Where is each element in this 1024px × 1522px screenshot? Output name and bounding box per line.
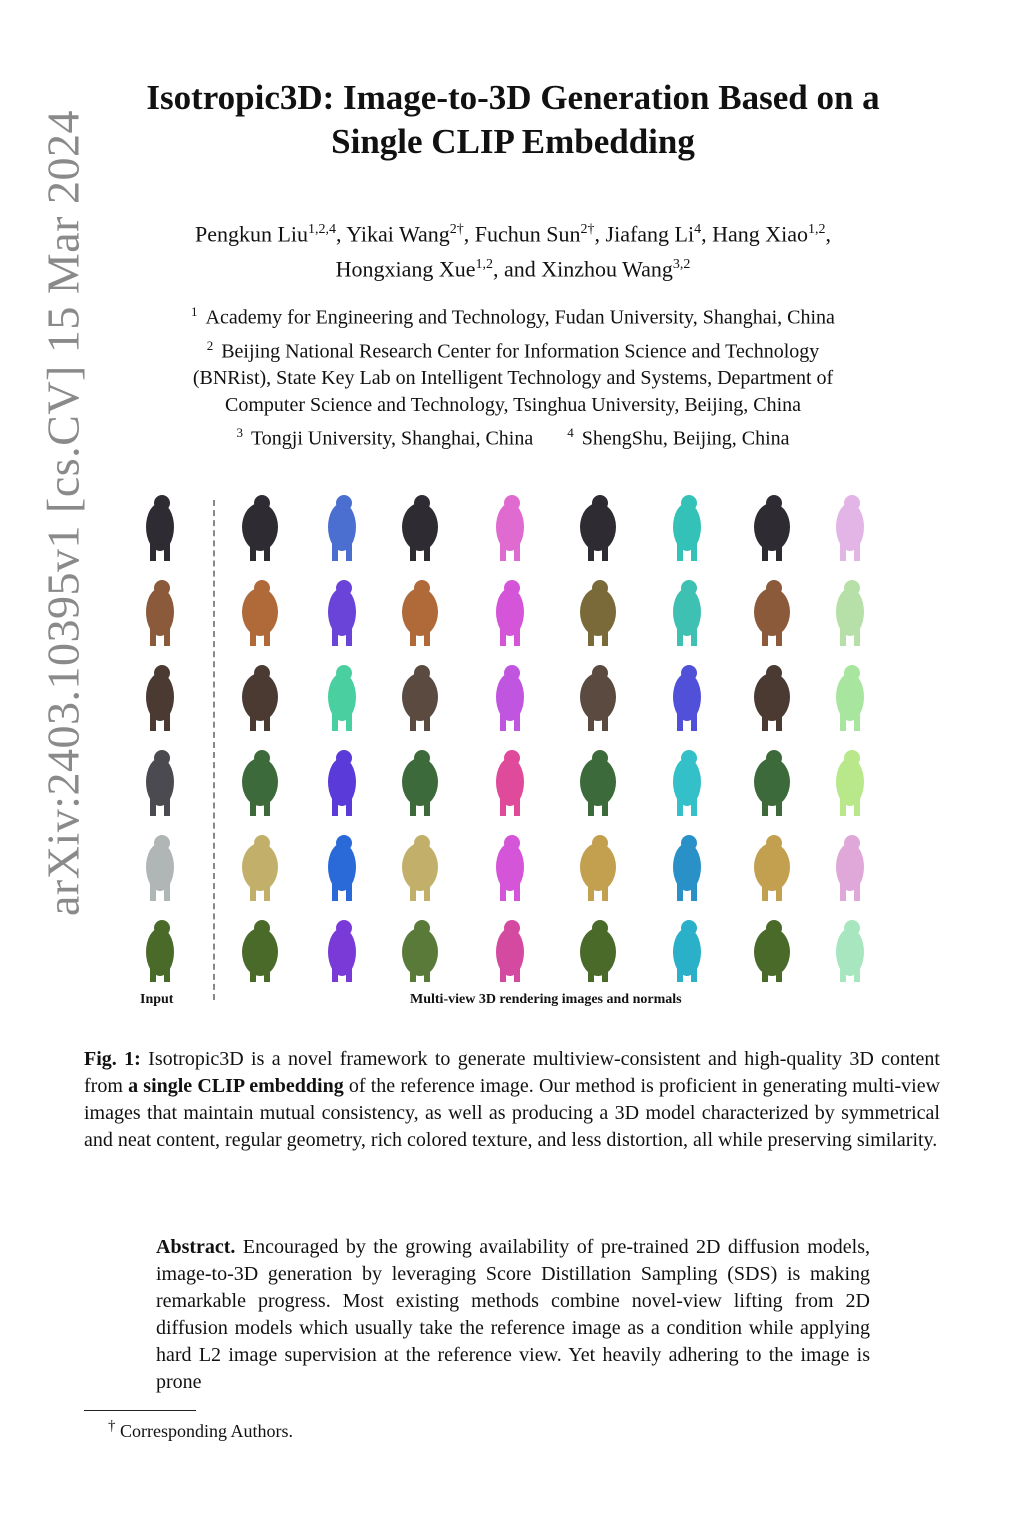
abstract-label: Abstract.: [156, 1236, 236, 1258]
render-view-dragon: [836, 835, 864, 901]
render-view-dragon: [242, 835, 278, 901]
render-view-wolf: [328, 495, 356, 561]
render-view-armored-knight: [242, 665, 278, 731]
render-view-armored-knight: [836, 665, 864, 731]
render-view-wolf: [242, 495, 278, 561]
author-affiliation-mark: 2†: [580, 222, 595, 237]
author-name: Hang Xiao: [712, 221, 809, 247]
render-view-dragon: [496, 835, 524, 901]
affiliation-1: $^1$ Academy for Engineering and Technology, Fudan University, Shanghai, China: [191, 304, 835, 329]
render-view-dragon: [328, 835, 356, 901]
render-view-wolf: [754, 495, 790, 561]
abstract-text: Encouraged by the growing availability of pre-trained 2D diffusion models, image-to-3D generation by leveraging Score Distillation Sampling (SDS) is making remarkable progress. Most existing methods combine novel-view lifting from 2D diffusion models which usually take the reference image as a condition while applying hard L2 image supervision at the reference view. Yet heavily adhering to the image is prone: [156, 1236, 870, 1393]
render-view-ogre: [402, 920, 438, 982]
render-view-wolf: [580, 495, 616, 561]
author-name: Fuchun Sun: [474, 221, 581, 247]
author-name: Xinzhou Wang: [541, 256, 673, 282]
render-view-ogre: [836, 920, 864, 982]
author-affiliation-mark: 1,2: [475, 257, 493, 273]
render-view-wolf: [402, 495, 438, 561]
render-view-lizard-warrior: [402, 580, 438, 646]
footnote-mark: †: [108, 1418, 116, 1434]
caption-bold: a single CLIP embedding: [128, 1075, 344, 1097]
render-view-wolf: [673, 495, 701, 561]
author-affiliation-mark: 3,2: [672, 257, 691, 273]
input-image-wolf: [146, 495, 174, 561]
input-image-ghoul-beast: [146, 750, 174, 816]
author-name: Hongxiang Xue: [335, 256, 476, 282]
affiliation-2-cont: (BNRist), State Key Lab on Intelligent Technology and Systems, Department of: [192, 367, 834, 390]
render-view-armored-knight: [673, 665, 701, 731]
render-view-ghoul-beast: [242, 750, 278, 816]
render-view-armored-knight: [580, 665, 616, 731]
authors-line-1: Pengkun Liu$^{1,2,4}$, Yikai Wang$^{2\dagger}$, Fuchun Sun$^{2\dagger}$, Jiafang Li$^4$, Hang Xiao$^{1,2}$,: [194, 221, 832, 247]
author-name: Yikai Wang: [346, 221, 450, 247]
paper-title: [92, 76, 934, 164]
author-list: [92, 214, 934, 285]
render-view-armored-knight: [402, 665, 438, 731]
author-affiliation-mark: 1,2,4: [308, 222, 337, 237]
footnote-rule: [84, 1410, 196, 1411]
footnote: [108, 1418, 293, 1442]
render-view-lizard-warrior: [496, 580, 524, 646]
caption-label: Fig. 1:: [84, 1048, 141, 1070]
input-image-ogre: [146, 920, 174, 982]
render-view-lizard-warrior: [836, 580, 864, 646]
caption-text: Isotropic3D is a novel framework to generate multiview-consistent and high-quality 3D content from: [84, 1048, 940, 1097]
render-view-ogre: [328, 920, 356, 982]
render-view-ghoul-beast: [496, 750, 524, 816]
render-view-lizard-warrior: [673, 580, 701, 646]
figure-caption: [84, 1046, 940, 1154]
arxiv-id: arXiv:2403.10395v1 [cs.CV] 15 Mar 2024: [37, 109, 89, 917]
render-view-dragon: [580, 835, 616, 901]
author-affiliation-mark: 1,2: [808, 222, 826, 237]
render-view-dragon: [754, 835, 790, 901]
author-name: Jiafang Li: [605, 221, 695, 247]
render-view-ghoul-beast: [673, 750, 701, 816]
affiliation-2-cont: Computer Science and Technology, Tsinghua University, Beijing, China: [225, 394, 801, 417]
multiview-label: Multi-view 3D rendering images and normals: [410, 992, 682, 1007]
figure-grid: [110, 492, 910, 982]
arxiv-stamp: [34, 78, 92, 948]
author-affiliation-mark: 4: [694, 222, 702, 237]
render-view-ogre: [496, 920, 524, 982]
render-view-ogre: [754, 920, 790, 982]
render-view-lizard-warrior: [580, 580, 616, 646]
render-view-ghoul-beast: [754, 750, 790, 816]
render-view-armored-knight: [328, 665, 356, 731]
render-view-dragon: [402, 835, 438, 901]
affiliations: [92, 298, 934, 453]
figure-1: [110, 492, 910, 1012]
render-view-ghoul-beast: [836, 750, 864, 816]
input-image-lizard-warrior: [146, 580, 174, 646]
authors-line-2: Hongxiang Xue$^{1,2}$, and Xinzhou Wang$^{3,2}$: [335, 256, 691, 282]
render-view-ghoul-beast: [580, 750, 616, 816]
input-image-dragon: [146, 835, 174, 901]
caption-text-2: of the reference image. Our method is proficient in generating multi-view images that maintain mutual consistency, as well as producing a 3D model characterized by symmetrical and neat content, regular geometry, rich colored texture, and less distortion, all while preserving similarity.: [84, 1075, 941, 1151]
render-view-lizard-warrior: [242, 580, 278, 646]
render-view-wolf: [496, 495, 524, 561]
abstract: [156, 1234, 870, 1396]
author-affiliation-mark: 2†: [449, 222, 464, 237]
author-name: Pengkun Liu: [194, 221, 309, 247]
input-image-armored-knight: [146, 665, 174, 731]
input-label: Input: [140, 992, 174, 1007]
render-view-ogre: [673, 920, 701, 982]
affiliation-3-4: $^3$ Tongji University, Shanghai, China $^4$ ShengShu, Beijing, China: [236, 425, 790, 450]
title-line-2: Single CLIP Embedding: [331, 122, 695, 161]
footnote-text: Corresponding Authors.: [120, 1421, 293, 1441]
render-view-ogre: [580, 920, 616, 982]
render-view-lizard-warrior: [754, 580, 790, 646]
render-view-ghoul-beast: [328, 750, 356, 816]
render-view-armored-knight: [496, 665, 524, 731]
affiliation-2: $^2$ Beijing National Research Center for Information Science and Technology: [206, 337, 820, 363]
render-view-wolf: [836, 495, 864, 561]
render-view-ghoul-beast: [402, 750, 438, 816]
render-view-lizard-warrior: [328, 580, 356, 646]
render-view-dragon: [673, 835, 701, 901]
render-view-armored-knight: [754, 665, 790, 731]
title-line-1: Isotropic3D: Image-to-3D Generation Based on a: [146, 78, 880, 117]
render-view-ogre: [242, 920, 278, 982]
